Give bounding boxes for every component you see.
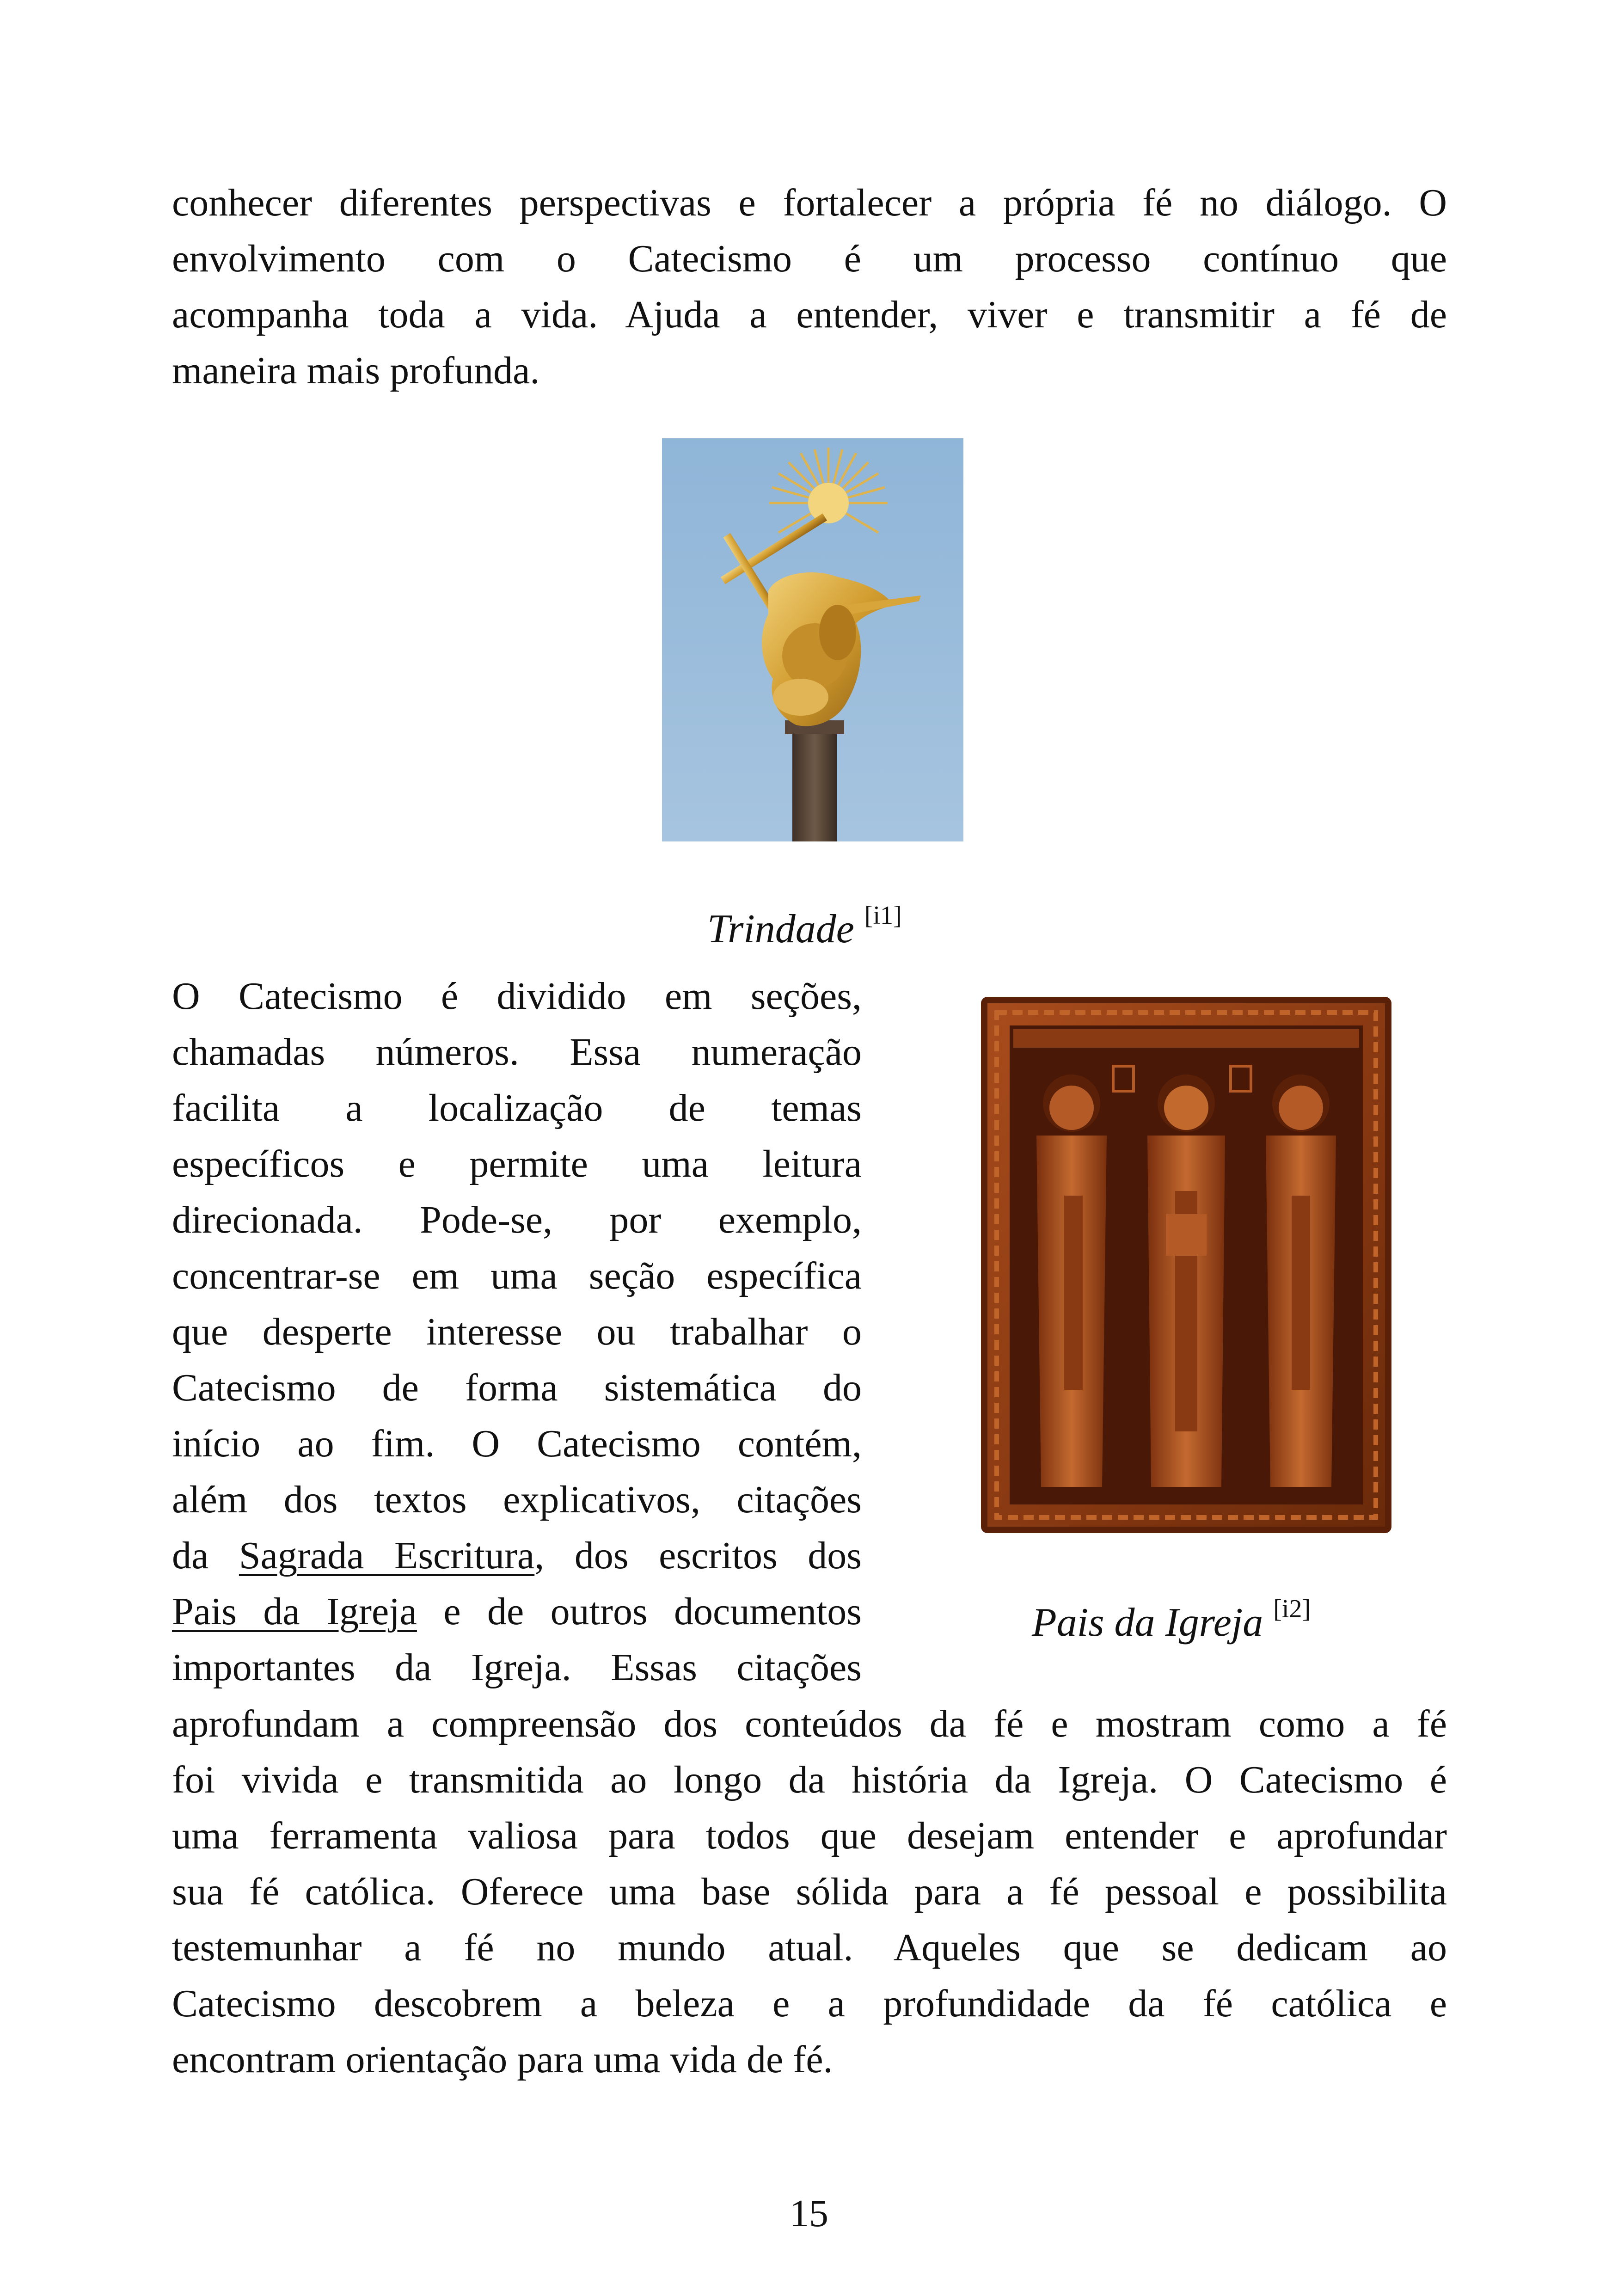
trinity-column-image <box>662 438 963 841</box>
paragraph-top <box>172 175 1447 399</box>
text-line: maneira mais profunda. <box>172 349 540 392</box>
link-pais-da-igreja[interactable]: Pais da Igreja <box>172 1590 417 1633</box>
church-fathers-icon-image <box>981 997 1391 1533</box>
caption-text: Pais da Igreja <box>1032 1600 1263 1645</box>
text-line: importantes da Igreja. Essas citações <box>172 1646 862 1689</box>
caption-text: Trindade <box>707 907 854 952</box>
figure-caption-trindade <box>707 892 902 952</box>
text-fragment: , dos escritos dos <box>534 1534 862 1577</box>
text-line: direcionada. Pode-se, por exemplo, <box>172 1198 862 1241</box>
text-line: testemunhar a fé no mundo atual. Aqueles que se dedicam ao <box>172 1926 1447 1969</box>
text-fragment: da <box>172 1534 239 1577</box>
text-line: Catecismo descobrem a beleza e a profundidade da fé católica e <box>172 1982 1447 2025</box>
text-line <box>172 1584 862 1639</box>
paragraph-bottom <box>172 1696 1447 2087</box>
image-reference[interactable]: [i1] <box>864 901 902 930</box>
text-line: chamadas números. Essa numeração <box>172 1031 862 1074</box>
text-line: aprofundam a compreensão dos conteúdos da fé e mostram como a fé <box>172 1702 1447 1745</box>
figure-caption-pais <box>1032 1586 1311 1646</box>
link-sagrada-escritura[interactable]: Sagrada Escritura <box>239 1534 535 1577</box>
page-number: 15 <box>790 2192 828 2235</box>
text-line <box>172 1528 862 1584</box>
text-line: sua fé católica. Oferece uma base sólida para a fé pessoal e possibilita <box>172 1870 1447 1913</box>
text-line: facilita a localização de temas <box>172 1087 862 1130</box>
text-line: envolvimento com o Catecismo é um processo contínuo que <box>172 237 1447 280</box>
image-reference[interactable]: [i2] <box>1273 1595 1311 1623</box>
text-line: foi vivida e transmitida ao longo da história da Igreja. O Catecismo é <box>172 1758 1447 1801</box>
text-line: além dos textos explicativos, citações <box>172 1478 862 1521</box>
text-line: que desperte interesse ou trabalhar o <box>172 1310 862 1353</box>
text-line: encontram orientação para uma vida de fé. <box>172 2038 833 2081</box>
paragraph-wrap <box>172 968 862 1695</box>
text-line: específicos e permite uma leitura <box>172 1142 862 1185</box>
text-line: acompanha toda a vida. Ajuda a entender, viver e transmitir a fé de <box>172 293 1447 336</box>
text-line: O Catecismo é dividido em seções, <box>172 975 862 1018</box>
text-line: uma ferramenta valiosa para todos que desejam entender e aprofundar <box>172 1814 1447 1857</box>
text-line: conhecer diferentes perspectivas e fortalecer a própria fé no diálogo. O <box>172 181 1447 224</box>
text-line: início ao fim. O Catecismo contém, <box>172 1422 862 1465</box>
text-line: Catecismo de forma sistemática do <box>172 1366 862 1409</box>
text-line: concentrar-se em uma seção específica <box>172 1254 862 1297</box>
text-fragment: e de outros documentos <box>417 1590 862 1633</box>
